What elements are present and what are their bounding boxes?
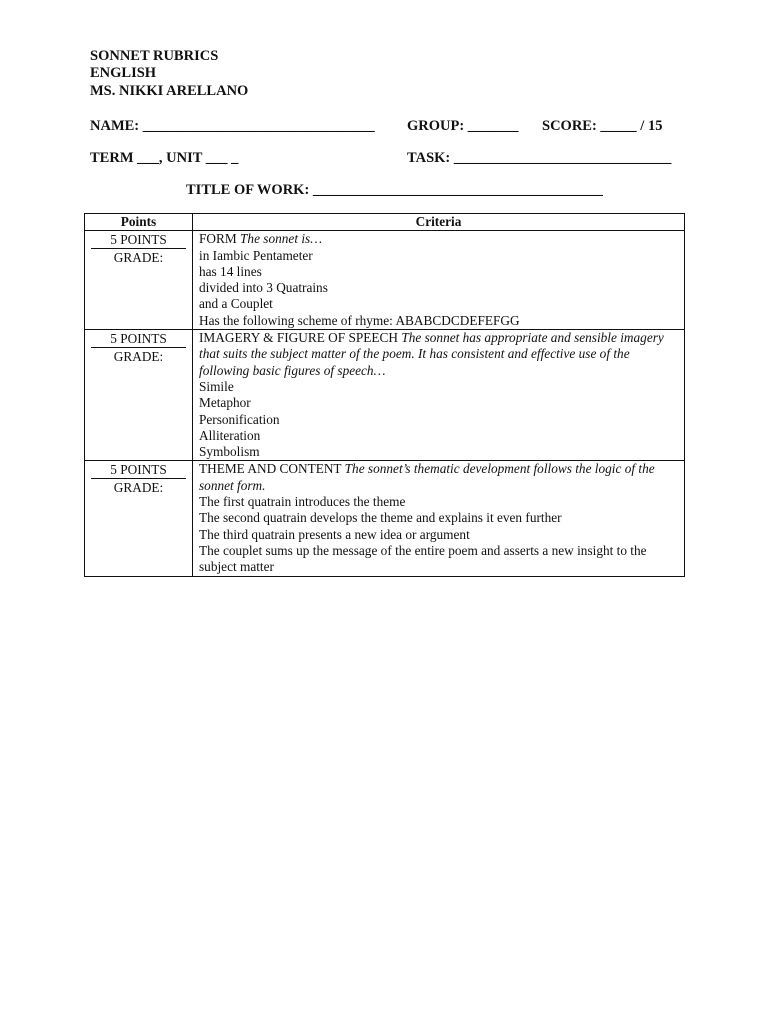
term-unit-field[interactable]: TERM ___, UNIT ___ _ <box>90 150 239 166</box>
criterion-item: has 14 lines <box>199 263 262 279</box>
criterion-item: Simile <box>199 378 234 394</box>
points-cell <box>85 461 193 576</box>
criterion-item: The couplet sums up the message of the entire poem and asserts a new insight to the subject matter <box>199 542 647 575</box>
points-column-header: Points <box>85 214 193 231</box>
criterion-item: Personification <box>199 411 280 427</box>
criterion-description: The sonnet has appropriate and sensible imagery that suits the subject matter of the poem. It has consistent and effective use of the following basic figures of speech… <box>199 330 664 378</box>
criterion-item: Symbolism <box>199 444 260 460</box>
criterion-description: The sonnet’s thematic development follows the logic of the sonnet form. <box>199 461 655 493</box>
rubric-table <box>84 213 685 577</box>
teacher-name: MS. NIKKI ARELLANO <box>90 83 249 99</box>
table-row <box>85 330 685 461</box>
criterion-description: The sonnet is… <box>240 231 323 247</box>
criterion-item: Metaphor <box>199 395 251 411</box>
criteria-cell <box>193 330 685 461</box>
task-field[interactable]: TASK: ______________________________ <box>407 150 672 166</box>
grade-field[interactable]: GRADE: <box>91 347 186 365</box>
table-row <box>85 461 685 576</box>
criterion-item: The first quatrain introduces the theme <box>199 494 406 510</box>
subject-label: ENGLISH <box>90 65 157 81</box>
points-value: 5 POINTS <box>110 232 167 248</box>
criteria-cell <box>193 461 685 576</box>
criterion-heading: IMAGERY & FIGURE OF SPEECH <box>199 330 398 346</box>
criterion-heading: THEME AND CONTENT <box>199 461 342 477</box>
criterion-item: Has the following scheme of rhyme: ABABCDCDEFEFGG <box>199 312 520 328</box>
name-field[interactable]: NAME: ________________________________ <box>90 118 375 134</box>
criterion-item: in Iambic Pentameter <box>199 247 313 263</box>
criterion-item: The second quatrain develops the theme and explains it even further <box>199 510 562 526</box>
criterion-item: Alliteration <box>199 427 261 443</box>
criterion-heading: FORM <box>199 231 237 247</box>
criteria-column-header: Criteria <box>193 214 685 231</box>
criterion-item: The third quatrain presents a new idea or argument <box>199 526 470 542</box>
grade-field[interactable]: GRADE: <box>91 478 186 496</box>
criteria-cell <box>193 231 685 330</box>
points-value: 5 POINTS <box>110 331 167 347</box>
criterion-item: divided into 3 Quatrains <box>199 280 328 296</box>
points-cell <box>85 231 193 330</box>
group-field[interactable]: GROUP: _______ <box>407 118 519 134</box>
document-title: SONNET RUBRICS <box>90 48 219 64</box>
points-cell <box>85 330 193 461</box>
table-header-row <box>85 214 685 231</box>
grade-field[interactable]: GRADE: <box>91 248 186 266</box>
score-field[interactable]: SCORE: _____ / 15 <box>542 118 663 134</box>
title-of-work-field[interactable]: TITLE OF WORK: ________________________________________ <box>186 182 603 198</box>
points-value: 5 POINTS <box>110 462 167 478</box>
table-row <box>85 231 685 330</box>
criterion-item: and a Couplet <box>199 296 273 312</box>
